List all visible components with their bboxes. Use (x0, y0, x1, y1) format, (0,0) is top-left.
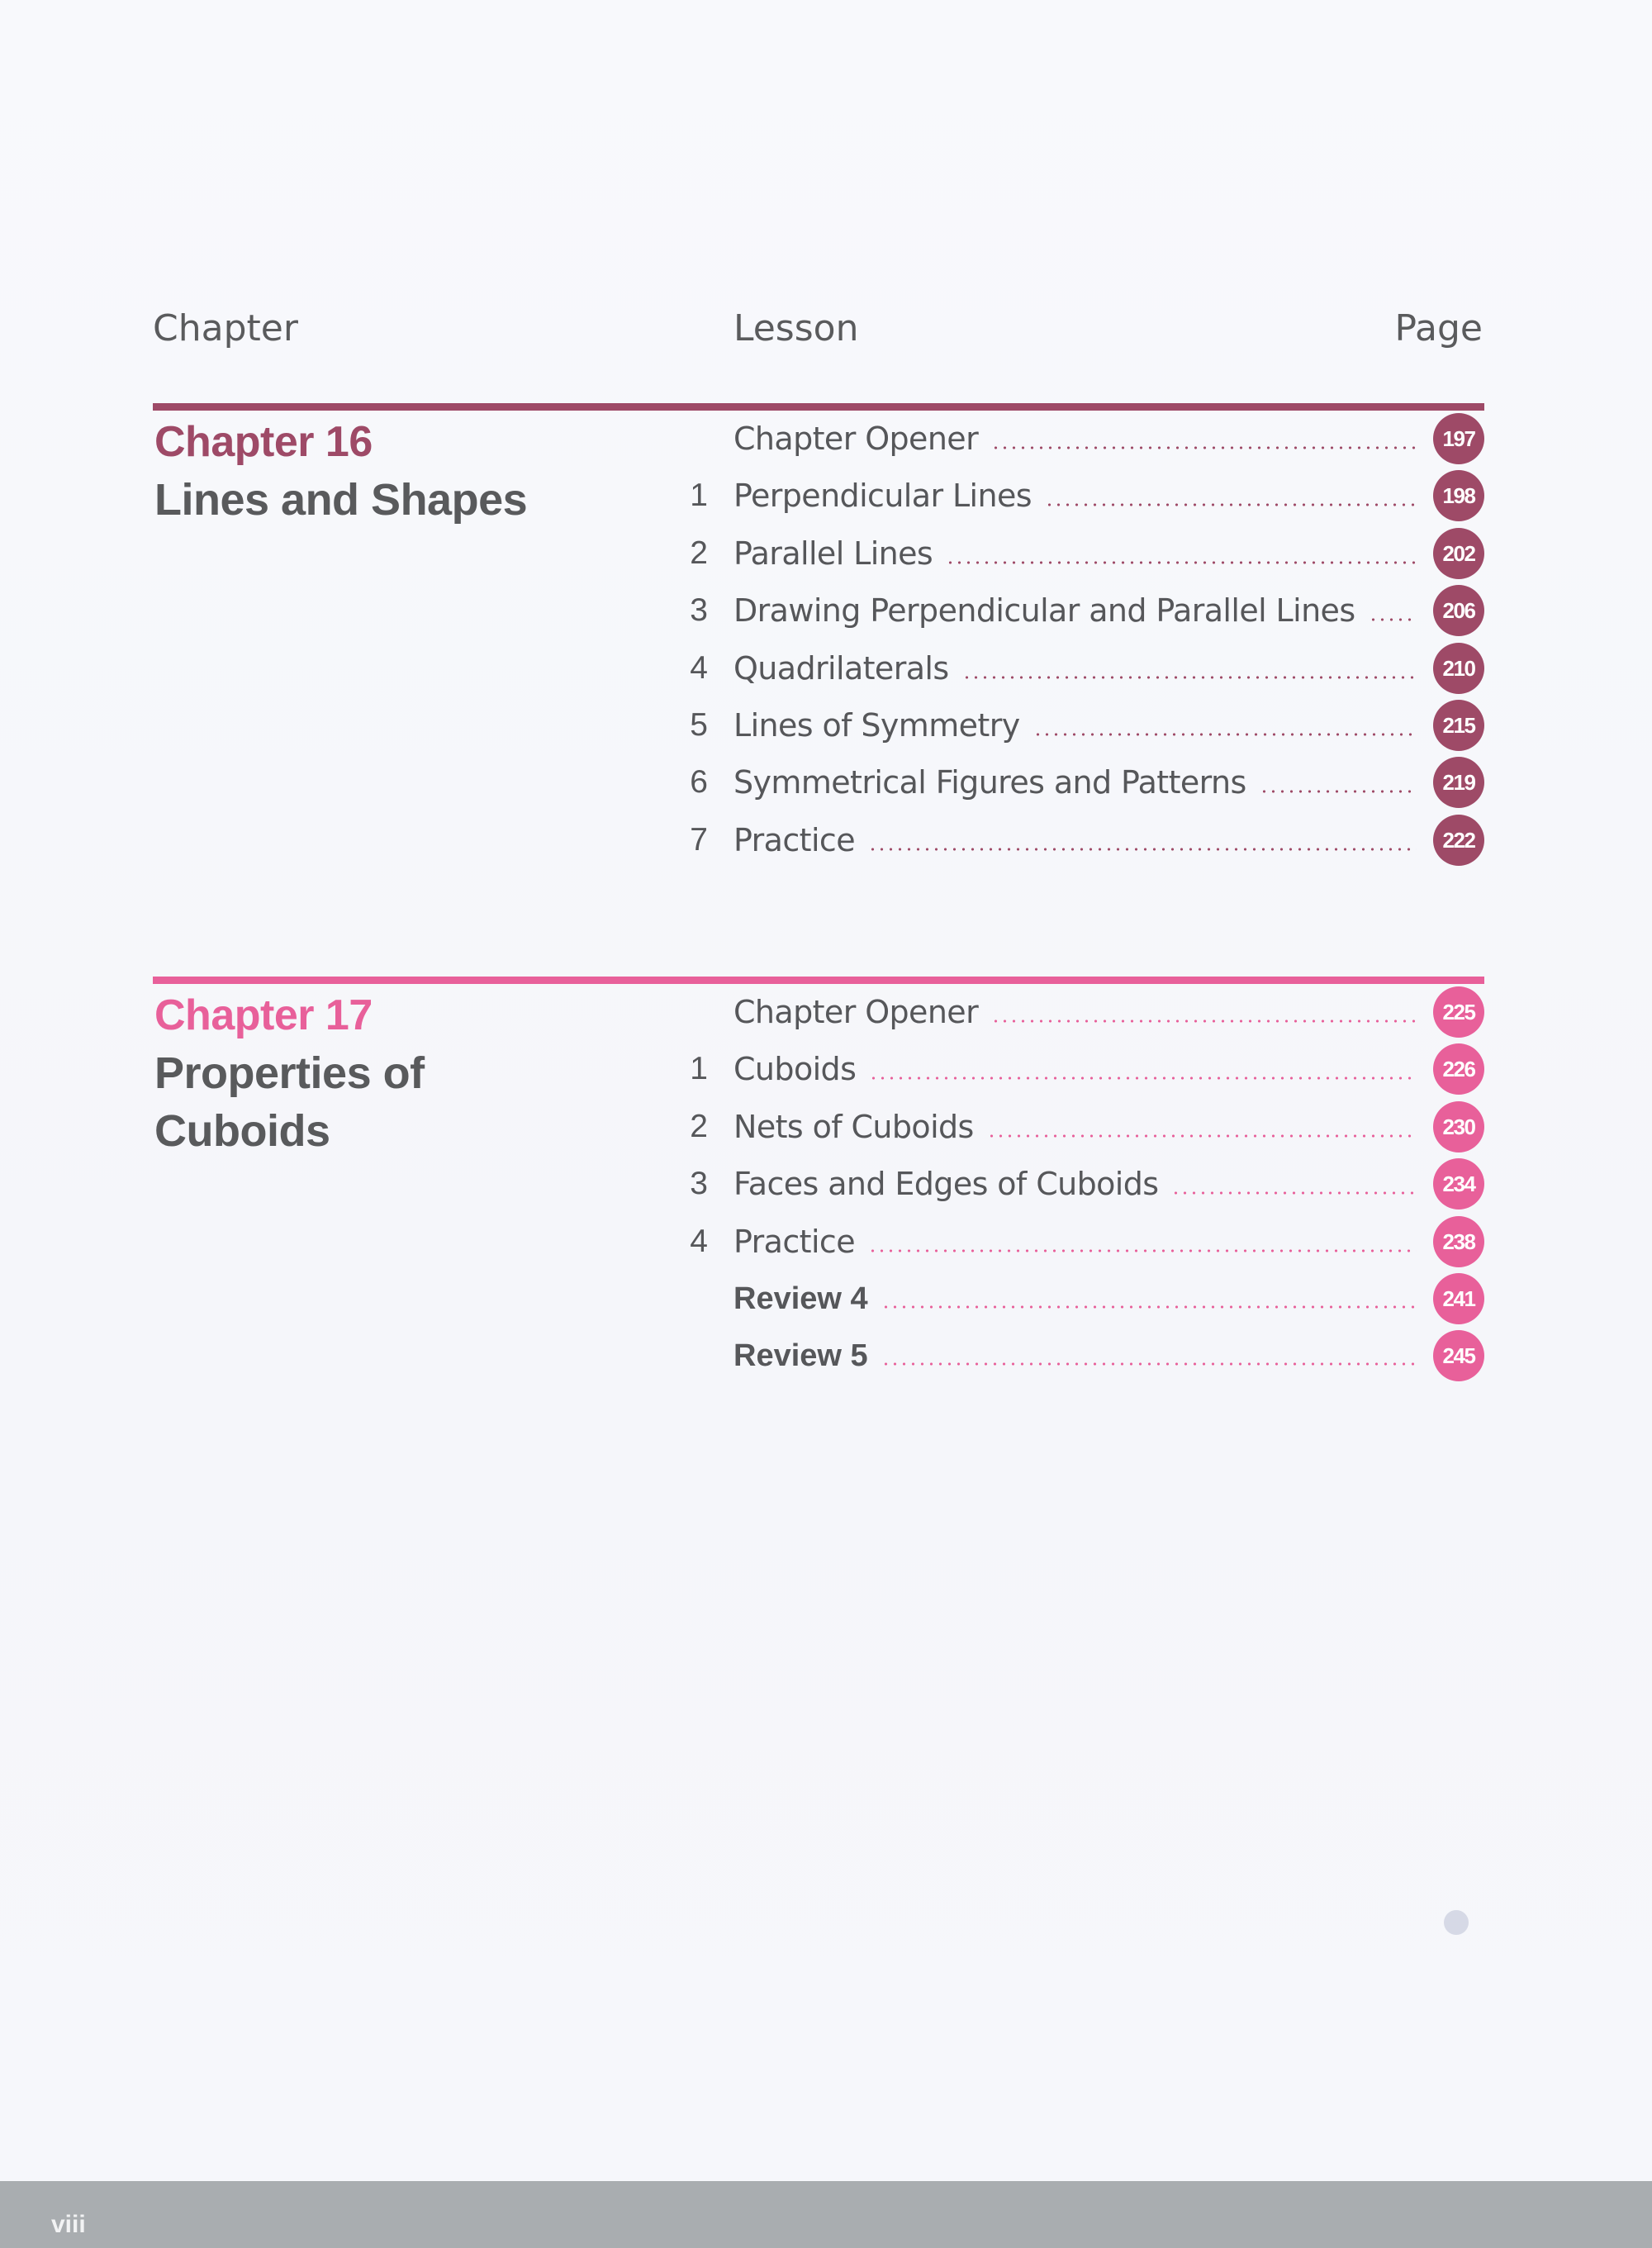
dot-leader (868, 848, 1417, 851)
page-number-badge[interactable]: 234 (1433, 1158, 1484, 1210)
toc-entry[interactable] (153, 467, 1484, 524)
lesson-line (733, 590, 1417, 631)
lesson-line (733, 1106, 1417, 1148)
lesson-title[interactable]: Chapter Opener (733, 994, 979, 1030)
toc-entry[interactable] (153, 1213, 1484, 1270)
lesson-number: 1 (690, 1051, 708, 1087)
lesson-number: 6 (690, 764, 708, 801)
dot-leader (987, 1134, 1417, 1138)
page-number-badge[interactable]: 225 (1433, 986, 1484, 1038)
column-header-chapter: Chapter (153, 307, 298, 349)
toc-entry[interactable] (153, 1155, 1484, 1212)
toc-entry[interactable] (153, 753, 1484, 810)
lesson-title[interactable]: Chapter Opener (733, 421, 979, 457)
toc-column-headers (153, 307, 1483, 357)
toc-entry[interactable] (153, 525, 1484, 582)
lesson-line (733, 533, 1417, 574)
toc-entry[interactable] (153, 696, 1484, 753)
toc-entry[interactable] (153, 983, 1484, 1040)
page-number-badge[interactable]: 198 (1433, 470, 1484, 521)
lesson-line (733, 1278, 1417, 1319)
column-header-lesson: Lesson (733, 307, 859, 349)
toc-entry[interactable] (153, 582, 1484, 639)
lesson-title[interactable]: Review 4 (733, 1281, 868, 1316)
toc-entry[interactable] (153, 1270, 1484, 1327)
lesson-line (733, 762, 1417, 803)
lesson-number: 1 (690, 478, 708, 514)
chapter-17-name-line-1: Properties of (154, 1048, 425, 1098)
dot-leader (991, 446, 1417, 449)
dot-leader (1369, 618, 1417, 621)
lesson-number: 2 (690, 535, 708, 571)
lesson-title[interactable]: Symmetrical Figures and Patterns (733, 764, 1246, 801)
lesson-title[interactable]: Drawing Perpendicular and Parallel Lines (733, 592, 1355, 630)
dot-leader (1171, 1191, 1417, 1195)
footer-band (0, 2181, 1652, 2248)
page-number-badge[interactable]: 202 (1433, 528, 1484, 579)
lesson-line (733, 1048, 1417, 1090)
toc-entry[interactable] (153, 1327, 1484, 1384)
page-number-badge[interactable]: 226 (1433, 1043, 1484, 1095)
lesson-line (733, 820, 1417, 861)
lesson-title[interactable]: Practice (733, 821, 855, 858)
toc-entry[interactable] (153, 1098, 1484, 1155)
dot-leader (868, 1249, 1417, 1252)
lesson-title[interactable]: Nets of Cuboids (733, 1108, 974, 1145)
chapter-16-number: Chapter 16 (154, 418, 373, 466)
page-number-badge[interactable]: 241 (1433, 1273, 1484, 1324)
dot-leader (881, 1362, 1417, 1366)
lesson-number: 3 (690, 1166, 708, 1202)
chapter-16-name: Lines and Shapes (154, 475, 528, 525)
lesson-title[interactable]: Practice (733, 1223, 855, 1260)
page-number-badge[interactable]: 230 (1433, 1101, 1484, 1153)
lesson-title[interactable]: Cuboids (733, 1051, 857, 1088)
page-number-badge[interactable]: 245 (1433, 1330, 1484, 1381)
lesson-title[interactable]: Lines of Symmetry (733, 707, 1020, 744)
toc-entry[interactable] (153, 639, 1484, 696)
dot-leader (881, 1305, 1417, 1309)
lesson-number: 4 (690, 649, 708, 686)
lesson-number: 4 (690, 1223, 708, 1259)
dot-leader (1260, 790, 1417, 793)
page-number-badge[interactable]: 219 (1433, 757, 1484, 808)
dot-leader (946, 561, 1417, 564)
footer-page-number: viii (51, 2211, 86, 2238)
lesson-number: 5 (690, 707, 708, 743)
dot-leader (962, 676, 1417, 679)
page-number-badge[interactable]: 210 (1433, 643, 1484, 694)
dot-leader (1033, 733, 1417, 736)
page-number-badge[interactable]: 222 (1433, 815, 1484, 866)
toc-entry[interactable] (153, 811, 1484, 868)
toc-entry[interactable] (153, 1040, 1484, 1097)
lesson-line (733, 991, 1417, 1033)
lesson-number: 7 (690, 821, 708, 858)
dot-leader (1045, 503, 1417, 506)
lesson-number: 3 (690, 592, 708, 629)
chapter-17-number: Chapter 17 (154, 991, 373, 1039)
lesson-title[interactable]: Faces and Edges of Cuboids (733, 1166, 1159, 1203)
lesson-title[interactable]: Perpendicular Lines (733, 478, 1032, 515)
lesson-title[interactable]: Review 5 (733, 1338, 868, 1374)
page-number-badge[interactable]: 238 (1433, 1216, 1484, 1267)
column-header-page: Page (1394, 307, 1483, 349)
dot-leader (991, 1019, 1417, 1023)
chapter-17-name-line-2: Cuboids (154, 1106, 330, 1156)
lesson-title[interactable]: Parallel Lines (733, 535, 933, 572)
toc-entry[interactable] (153, 410, 1484, 467)
lesson-line (733, 1335, 1417, 1376)
lesson-line (733, 1221, 1417, 1262)
page-number-badge[interactable]: 215 (1433, 700, 1484, 751)
lesson-line (733, 1163, 1417, 1205)
lesson-line (733, 705, 1417, 746)
paper-speck (1444, 1910, 1469, 1935)
page-number-badge[interactable]: 206 (1433, 585, 1484, 636)
lesson-line (733, 475, 1417, 516)
lesson-line (733, 418, 1417, 459)
page-number-badge[interactable]: 197 (1433, 413, 1484, 464)
dot-leader (869, 1076, 1417, 1080)
lesson-line (733, 648, 1417, 689)
lesson-title[interactable]: Quadrilaterals (733, 649, 949, 687)
lesson-number: 2 (690, 1108, 708, 1144)
